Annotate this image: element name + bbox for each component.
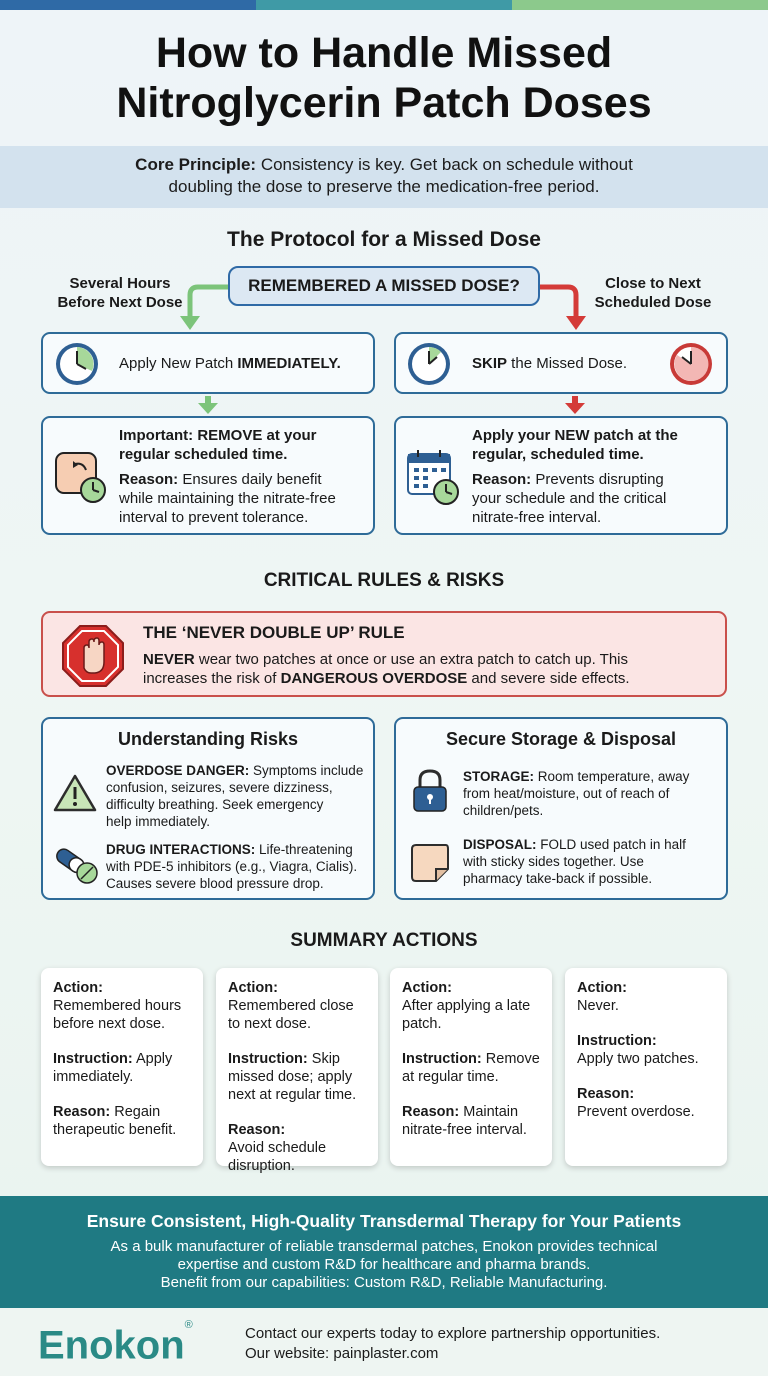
right-reason-2: your schedule and the critical xyxy=(472,490,667,507)
right-step2-title-1: Apply your NEW patch at the xyxy=(472,427,678,444)
card-action-text: After applying a late patch. xyxy=(402,998,531,1032)
left-reason-2: while maintaining the nitrate-free xyxy=(119,490,336,507)
title-line-1: How to Handle Missed xyxy=(155,29,613,77)
stop-hand-icon xyxy=(61,624,125,688)
card-instruction-label: Instruction: xyxy=(402,1051,482,1067)
right-step2-title-2: regular, scheduled time. xyxy=(472,446,644,463)
left-reason-label: Reason: xyxy=(119,471,179,488)
alarm-clock-icon xyxy=(668,341,714,387)
summary-card xyxy=(565,968,727,1166)
never-text xyxy=(143,650,723,688)
storage-label: STORAGE: xyxy=(463,769,535,784)
green-down-arrow xyxy=(196,396,220,414)
patch-clock-icon xyxy=(53,450,109,506)
left-step1-pre: Apply New Patch xyxy=(119,355,238,372)
card-action-label: Action: xyxy=(577,980,627,996)
never-bold: NEVER xyxy=(143,651,195,668)
contact-bar xyxy=(0,1308,768,1376)
missed-dose-question: REMEMBERED A MISSED DOSE? xyxy=(228,266,540,306)
left-step2-title-1: Important: REMOVE at your xyxy=(119,427,317,444)
rules-heading: CRITICAL RULES & RISKS xyxy=(263,570,505,591)
page-title xyxy=(0,28,768,128)
card-action-label: Action: xyxy=(53,980,103,996)
warning-icon xyxy=(53,773,97,813)
footer-line-1: As a bulk manufacturer of reliable transdermal patches, Enokon provides technical xyxy=(110,1238,658,1255)
left-step2-reason xyxy=(119,470,371,527)
left-reason-3: interval to prevent tolerance. xyxy=(119,509,309,526)
disposal-label: DISPOSAL: xyxy=(463,837,537,852)
drug-2: with PDE-5 inhibitors (e.g., Viagra, Cialis). xyxy=(106,859,358,874)
right-label-line-1: Close to Next xyxy=(605,275,701,292)
protocol-heading: The Protocol for a Missed Dose xyxy=(227,228,541,251)
left-step1-bold: IMMEDIATELY. xyxy=(237,355,341,372)
overdose-label: OVERDOSE DANGER: xyxy=(106,763,250,778)
card-action-label: Action: xyxy=(228,980,278,996)
title-line-2: Nitroglycerin Patch Doses xyxy=(116,79,652,127)
card-instruction-text: Remove at regular time. xyxy=(402,1051,540,1085)
apply-new-patch-box xyxy=(394,416,728,535)
logo-text: Enokon xyxy=(38,1323,185,1368)
remove-on-time-box xyxy=(41,416,375,535)
card-reason-label: Reason: xyxy=(53,1104,111,1120)
enokon-logo xyxy=(38,1318,193,1368)
card-reason-text: Avoid schedule disruption. xyxy=(228,1140,327,1174)
card-reason-text: Prevent overdose. xyxy=(577,1104,695,1120)
card-action-text: Never. xyxy=(577,998,619,1014)
summary-card xyxy=(216,968,378,1174)
card-instruction-text: Skip missed dose; apply next at regular time. xyxy=(228,1051,357,1103)
card-instruction-text: Apply two patches. xyxy=(577,1051,699,1067)
overdose-2: confusion, seizures, severe dizziness, xyxy=(106,780,333,795)
registered-mark: ® xyxy=(184,1319,193,1331)
overdose-4: help immediately. xyxy=(106,814,211,829)
principle-text-1: Consistency is key. Get back on schedule without xyxy=(256,155,633,174)
left-step2-title xyxy=(119,426,369,464)
right-label-line-2: Scheduled Dose xyxy=(594,294,712,311)
overdose-1: Symptoms include xyxy=(249,763,364,778)
storage-heading: Secure Storage & Disposal xyxy=(445,729,677,749)
contact-text xyxy=(245,1324,660,1364)
card-instruction-label: Instruction: xyxy=(577,1033,657,1049)
card-reason-label: Reason: xyxy=(402,1104,460,1120)
summary-card xyxy=(390,968,552,1166)
left-label-line-1: Several Hours xyxy=(69,275,171,292)
card-instruction-text: Apply immediately. xyxy=(53,1051,173,1085)
top-color-bar xyxy=(0,0,768,10)
storage-2: from heat/moisture, out of reach of xyxy=(463,786,670,801)
right-step1-text xyxy=(472,354,672,373)
storage-1: Room temperature, away xyxy=(534,769,690,784)
card-action-label: Action: xyxy=(402,980,452,996)
never-line-2-bold: DANGEROUS OVERDOSE xyxy=(280,670,468,687)
overdose-3: difficulty breathing. Seek emergency xyxy=(106,797,324,812)
contact-line: Contact our experts today to explore partnership opportunities. xyxy=(245,1325,661,1342)
red-down-arrow xyxy=(563,396,587,414)
right-step1-bold: SKIP xyxy=(472,355,508,372)
green-arrowhead xyxy=(180,316,200,330)
card-instruction-label: Instruction: xyxy=(53,1051,133,1067)
overdose-text xyxy=(106,762,374,830)
storage-text xyxy=(463,768,725,819)
red-arrowhead xyxy=(566,316,586,330)
skip-dose-box xyxy=(394,332,728,394)
never-line-2-pre: increases the risk of xyxy=(143,670,281,687)
summary-heading: SUMMARY ACTIONS xyxy=(290,930,478,951)
pills-icon xyxy=(51,843,101,885)
drug-3: Causes severe blood pressure drop. xyxy=(106,876,324,891)
never-line-2-post: and severe side effects. xyxy=(467,670,630,687)
never-line-1: wear two patches at once or use an extra patch to catch up. This xyxy=(194,651,628,668)
left-reason-1: Ensures daily benefit xyxy=(178,471,322,488)
disposal-text xyxy=(463,836,725,887)
footer-line-2: expertise and custom R&D for healthcare and pharma brands. xyxy=(177,1256,591,1273)
never-double-up-box xyxy=(41,611,727,697)
core-principle-banner xyxy=(0,146,768,208)
summary-card xyxy=(41,968,203,1166)
clock-icon xyxy=(54,341,100,387)
storage-disposal-box xyxy=(394,717,728,900)
folded-patch-icon xyxy=(408,841,452,885)
disposal-1: FOLD used patch in half xyxy=(536,837,686,852)
clock-icon xyxy=(406,341,452,387)
principle-text-2: doubling the dose to preserve the medication-free period. xyxy=(168,177,600,196)
left-label-line-2: Before Next Dose xyxy=(57,294,183,311)
principle-label: Core Principle: xyxy=(135,155,257,174)
right-step2-title xyxy=(472,426,722,464)
card-instruction-label: Instruction: xyxy=(228,1051,308,1067)
left-step2-title-2: regular scheduled time. xyxy=(119,446,288,463)
drug-1: Life-threatening xyxy=(255,842,353,857)
card-action-text: Remembered close to next dose. xyxy=(228,998,354,1032)
card-reason-text: Maintain nitrate-free interval. xyxy=(402,1104,527,1138)
card-reason-label: Reason: xyxy=(577,1086,635,1102)
right-step1-post: the Missed Dose. xyxy=(507,355,628,372)
website-link[interactable]: Our website: painplaster.com xyxy=(245,1345,439,1362)
footer-body xyxy=(0,1238,768,1292)
card-reason-label: Reason: xyxy=(228,1122,286,1138)
never-title: THE ‘NEVER DOUBLE UP’ RULE xyxy=(143,623,405,642)
right-branch-label xyxy=(576,274,730,312)
card-action-text: Remembered hours before next dose. xyxy=(53,998,182,1032)
apply-immediately-box xyxy=(41,332,375,394)
red-branch-line xyxy=(540,287,576,318)
card-reason-text: Regain therapeutic benefit. xyxy=(53,1104,177,1138)
drug-label: DRUG INTERACTIONS: xyxy=(106,842,256,857)
footer-line-3: Benefit from our capabilities: Custom R&D, Reliable Manufacturing. xyxy=(160,1274,608,1291)
footer-banner xyxy=(0,1196,768,1308)
drug-interactions-text xyxy=(106,841,374,892)
right-reason-label: Reason: xyxy=(472,471,532,488)
left-branch-label xyxy=(40,274,200,312)
storage-3: children/pets. xyxy=(463,803,544,818)
padlock-icon xyxy=(410,767,450,815)
right-step2-reason xyxy=(472,470,724,527)
disposal-3: pharmacy take-back if possible. xyxy=(463,871,653,886)
right-reason-3: nitrate-free interval. xyxy=(472,509,602,526)
footer-headline: Ensure Consistent, High-Quality Transdermal Therapy for Your Patients xyxy=(86,1211,682,1231)
left-step1-text xyxy=(119,354,369,373)
calendar-icon xyxy=(406,448,462,506)
right-reason-1: Prevents disrupting xyxy=(531,471,664,488)
understanding-risks-box xyxy=(41,717,375,900)
risks-heading: Understanding Risks xyxy=(117,729,299,749)
disposal-2: with sticky sides together. Use xyxy=(463,854,644,869)
